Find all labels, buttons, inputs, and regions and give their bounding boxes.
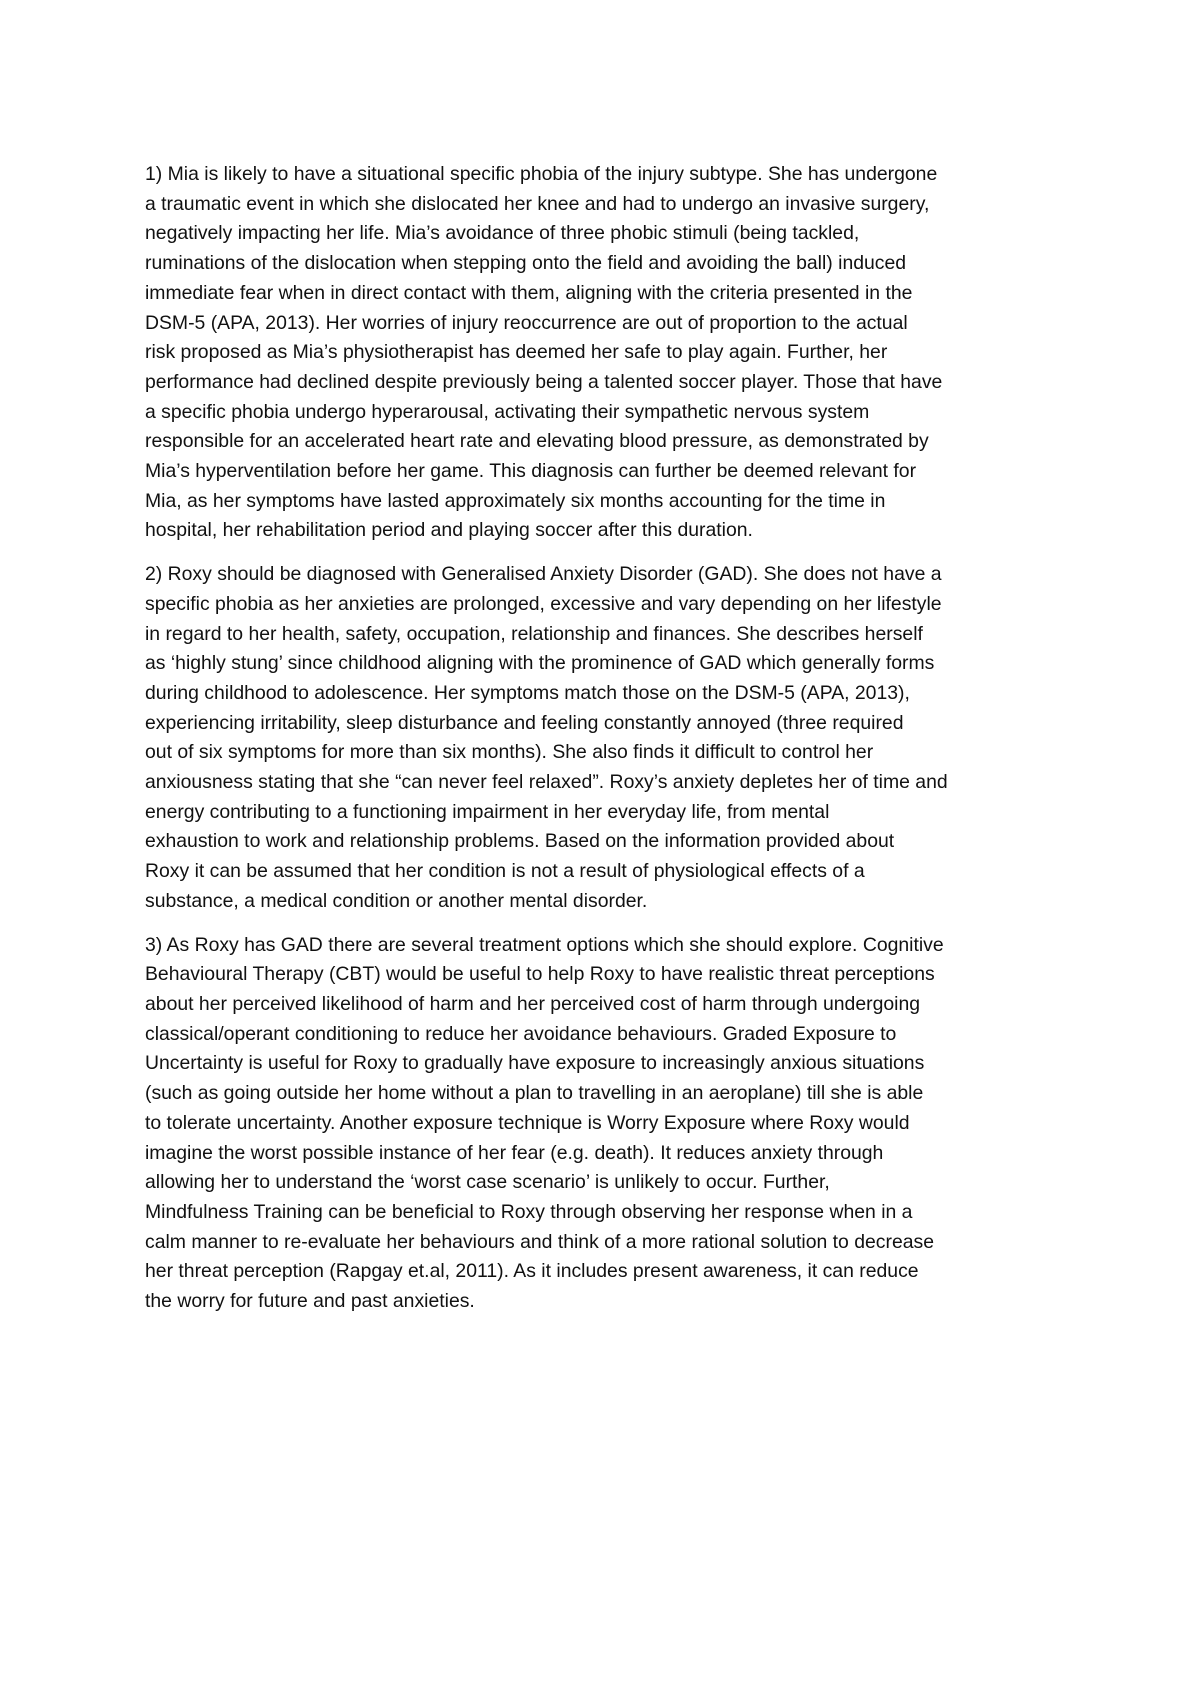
- paragraph-mia-diagnosis: [145, 160, 1065, 546]
- text-line: Mia’s hyperventilation before her game. This diagnosis can further be deemed relevant for: [145, 460, 917, 483]
- text-line: in regard to her health, safety, occupation, relationship and finances. She describes herself: [145, 622, 923, 645]
- text-line: 3) As Roxy has GAD there are several treatment options which she should explore. Cognitive: [145, 933, 944, 956]
- text-line: energy contributing to a functioning impairment in her everyday life, from mental: [145, 800, 830, 823]
- document-body: [145, 160, 1065, 1331]
- text-line: classical/operant conditioning to reduce her avoidance behaviours. Graded Exposure to: [145, 1022, 897, 1045]
- text-line: as ‘highly stung’ since childhood aligning with the prominence of GAD which generally forms: [145, 652, 935, 675]
- paragraph-roxy-diagnosis: [145, 560, 1065, 916]
- text-line: the worry for future and past anxieties.: [145, 1290, 475, 1313]
- text-line: substance, a medical condition or another mental disorder.: [145, 889, 648, 912]
- text-line: exhaustion to work and relationship problems. Based on the information provided about: [145, 830, 895, 853]
- text-line: (such as going outside her home without a plan to travelling in an aeroplane) till she is able: [145, 1082, 924, 1105]
- text-line: Roxy it can be assumed that her condition is not a result of physiological effects of a: [145, 860, 865, 883]
- text-line: experiencing irritability, sleep disturbance and feeling constantly annoyed (three required: [145, 711, 904, 734]
- text-line: hospital, her rehabilitation period and playing soccer after this duration.: [145, 519, 753, 542]
- text-line: a traumatic event in which she dislocated her knee and had to undergo an invasive surgery,: [145, 192, 930, 215]
- text-line: to tolerate uncertainty. Another exposure technique is Worry Exposure where Roxy would: [145, 1111, 910, 1134]
- text-line: specific phobia as her anxieties are prolonged, excessive and vary depending on her lifestyle: [145, 592, 942, 615]
- text-line: anxiousness stating that she “can never feel relaxed”. Roxy’s anxiety depletes her of time and: [145, 771, 948, 794]
- text-line: about her perceived likelihood of harm and her perceived cost of harm through undergoing: [145, 992, 921, 1015]
- text-line: during childhood to adolescence. Her symptoms match those on the DSM-5 (APA, 2013),: [145, 681, 910, 704]
- text-line: immediate fear when in direct contact with them, aligning with the criteria presented in the: [145, 281, 913, 304]
- text-line: 1) Mia is likely to have a situational specific phobia of the injury subtype. She has undergone: [145, 163, 938, 185]
- text-line: responsible for an accelerated heart rate and elevating blood pressure, as demonstrated by: [145, 430, 929, 453]
- text-line: imagine the worst possible instance of her fear (e.g. death). It reduces anxiety through: [145, 1141, 884, 1164]
- text-line: calm manner to re-evaluate her behaviours and think of a more rational solution to decrease: [145, 1230, 934, 1253]
- text-line: her threat perception (Rapgay et.al, 2011). As it includes present awareness, it can reduce: [145, 1260, 919, 1283]
- text-line: Uncertainty is useful for Roxy to gradually have exposure to increasingly anxious situations: [145, 1052, 925, 1075]
- text-line: risk proposed as Mia’s physiotherapist has deemed her safe to play again. Further, her: [145, 341, 888, 364]
- text-line: negatively impacting her life. Mia’s avoidance of three phobic stimuli (being tackled,: [145, 222, 860, 245]
- text-line: 2) Roxy should be diagnosed with Generalised Anxiety Disorder (GAD). She does not have a: [145, 563, 942, 586]
- text-line: a specific phobia undergo hyperarousal, activating their sympathetic nervous system: [145, 400, 870, 423]
- text-line: out of six symptoms for more than six months). She also finds it difficult to control her: [145, 741, 874, 764]
- text-line: Behavioural Therapy (CBT) would be useful to help Roxy to have realistic threat perceptions: [145, 963, 935, 986]
- text-line: ruminations of the dislocation when stepping onto the field and avoiding the ball) induced: [145, 252, 907, 275]
- text-line: performance had declined despite previously being a talented soccer player. Those that have: [145, 370, 943, 393]
- text-line: Mindfulness Training can be beneficial to Roxy through observing her response when in a: [145, 1200, 913, 1223]
- text-line: DSM-5 (APA, 2013). Her worries of injury reoccurrence are out of proportion to the actual: [145, 311, 908, 334]
- paragraph-roxy-treatment: [145, 931, 1065, 1317]
- text-line: allowing her to understand the ‘worst case scenario’ is unlikely to occur. Further,: [145, 1171, 830, 1194]
- text-line: Mia, as her symptoms have lasted approximately six months accounting for the time in: [145, 489, 886, 512]
